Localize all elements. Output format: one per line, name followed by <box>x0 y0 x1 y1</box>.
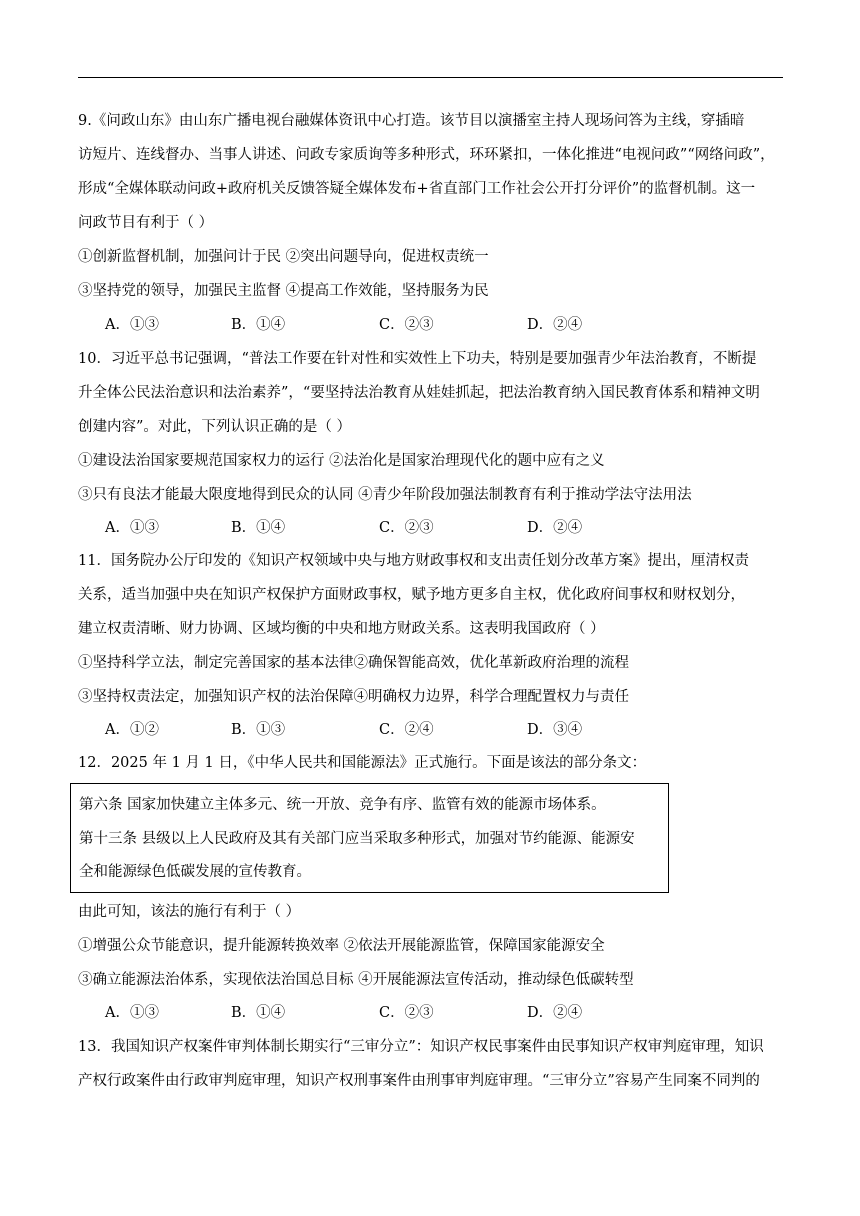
q11-statements-2: ③坚持权责法定，加强知识产权的法治保障④明确权力边界，科学合理配置权力与责任 <box>78 689 629 705</box>
q13-stem-line-2: 产权行政案件由行政审判庭审理，知识产权刑事案件由刑事审判庭审理。“三审分立”容易产生同案不同判的 <box>78 1073 760 1089</box>
q9-stem-line-4: 问政节目有利于（ ） <box>78 215 214 231</box>
q9-statements-1: ①创新监督机制，加强问计于民 ②突出问题导向，促进权责统一 <box>78 249 489 265</box>
q9-option-b[interactable]: B．①④ <box>231 317 286 333</box>
q10-stem-line-1: 10．习近平总书记强调，“普法工作要在针对性和实效性上下功夫，特别是要加强青少年法治教育，不断提 <box>78 351 757 367</box>
q12-law-article-6: 第六条 国家加快建立主体多元、统一开放、竞争有序、监管有效的能源市场体系。 <box>79 797 606 813</box>
q12-stem-line-1: 12．2025 年 1 月 1 日，《中华人民共和国能源法》正式施行。下面是该法的部分条文： <box>78 755 647 771</box>
q10-option-d[interactable]: D．②④ <box>527 520 583 536</box>
q11-stem-line-3: 建立权责清晰、财力协调、区域均衡的中央和地方财政关系。这表明我国政府（ ） <box>78 621 605 637</box>
q10-statements-1: ①建设法治国家要规范国家权力的运行 ②法治化是国家治理现代化的题中应有之义 <box>78 453 605 469</box>
q12-law-article-13-line-1: 第十三条 县级以上人民政府及其有关部门应当采取多种形式，加强对节约能源、能源安 <box>79 831 635 847</box>
q11-option-c[interactable]: C．②④ <box>379 722 434 738</box>
q9-stem-line-1: 9.《问政山东》由山东广播电视台融媒体资讯中心打造。该节目以演播室主持人现场问答为主线，穿插暗 <box>78 113 745 129</box>
q9-stem-line-3: 形成“全媒体联动问政+政府机关反馈答疑全媒体发布+省直部门工作社会公开打分评价”的监督机制。这一 <box>78 181 756 197</box>
q11-option-a[interactable]: A．①② <box>105 722 159 738</box>
q11-stem-line-1: 11．国务院办公厅印发的《知识产权领域中央与地方财政事权和支出责任划分改革方案》提出，厘清权责 <box>78 553 749 569</box>
q12-option-a[interactable]: A．①③ <box>105 1005 159 1021</box>
q12-question: 由此可知，该法的施行有利于（ ） <box>78 904 301 920</box>
q13-stem-line-1: 13．我国知识产权案件审判体制长期实行“三审分立”：知识产权民事案件由民事知识产权审判庭审理，知识 <box>78 1039 764 1055</box>
q9-option-d[interactable]: D．②④ <box>527 317 583 333</box>
q12-law-excerpt-box <box>70 783 669 893</box>
q9-stem-line-2: 访短片、连线督办、当事人讲述、问政专家质询等多种形式，环环紧扣，一体化推进“电视问政”“网络问政”， <box>78 147 775 163</box>
q10-stem-line-3: 创建内容”。对此，下列认识正确的是（ ） <box>78 419 352 435</box>
q12-option-c[interactable]: C．②③ <box>379 1005 434 1021</box>
q11-stem-line-2: 关系，适当加强中央在知识产权保护方面财政事权，赋予地方更多自主权，优化政府间事权和财权划分， <box>78 587 745 603</box>
q12-statements-1: ①增强公众节能意识，提升能源转换效率 ②依法开展能源监管，保障国家能源安全 <box>78 938 605 954</box>
q12-law-article-13-line-2: 全和能源绿色低碳发展的宣传教育。 <box>79 864 311 880</box>
q9-statements-2: ③坚持党的领导，加强民主监督 ④提高工作效能，坚持服务为民 <box>78 283 489 299</box>
q12-option-b[interactable]: B．①④ <box>231 1005 286 1021</box>
q9-option-c[interactable]: C．②③ <box>379 317 434 333</box>
q10-option-b[interactable]: B．①④ <box>231 520 286 536</box>
q12-statements-2: ③确立能源法治体系，实现依法治国总目标 ④开展能源法宣传活动，推动绿色低碳转型 <box>78 972 634 988</box>
q9-option-a[interactable]: A．①③ <box>105 317 159 333</box>
q11-statements-1: ①坚持科学立法，制定完善国家的基本法律②确保智能高效，优化革新政府治理的流程 <box>78 655 629 671</box>
header-rule <box>78 77 783 78</box>
q10-stem-line-2: 升全体公民法治意识和法治素养”，“要坚持法治教育从娃娃抓起，把法治教育纳入国民教育体系和精神文明 <box>78 385 760 401</box>
q10-statements-2: ③只有良法才能最大限度地得到民众的认同 ④青少年阶段加强法制教育有利于推动学法守法用法 <box>78 487 692 503</box>
q11-option-b[interactable]: B．①③ <box>231 722 286 738</box>
q10-option-c[interactable]: C．②③ <box>379 520 434 536</box>
q11-option-d[interactable]: D．③④ <box>527 722 583 738</box>
q12-option-d[interactable]: D．②④ <box>527 1005 583 1021</box>
q10-option-a[interactable]: A．①③ <box>105 520 159 536</box>
